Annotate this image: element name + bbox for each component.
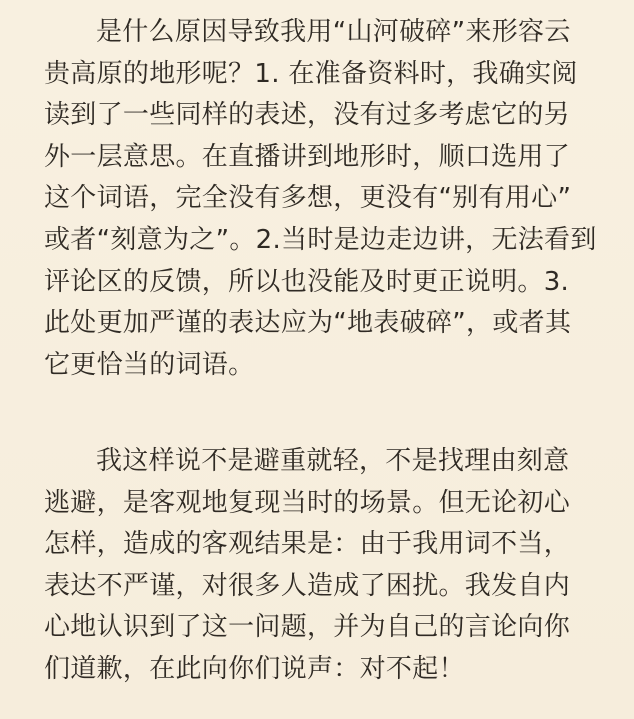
text-line: 这个词语，完全没有多想，更没有“别有用心”	[44, 183, 572, 214]
text-line: 们道歉，在此向你们说声：对不起！	[44, 653, 465, 684]
text-line: 逃避，是客观地复现当时的场景。但无论初心	[44, 487, 571, 518]
text-line: 或者“刻意为之”。2.当时是边走边讲，无法看到	[44, 224, 597, 255]
text-line: 评论区的反馈，所以也没能及时更正说明。3.	[44, 266, 570, 297]
text-line: 表达不严谨，对很多人造成了困扰。我发自内	[44, 570, 571, 601]
text-line: 贵高原的地形呢？1. 在准备资料时，我确实阅	[44, 58, 578, 89]
paragraph-2	[44, 448, 604, 698]
text-line: 我这样说不是避重就轻，不是找理由刻意	[96, 446, 570, 476]
text-line: 此处更加严谨的表达应为“地表破碎”，或者其	[44, 308, 572, 339]
text-line: 读到了一些同样的表述，没有过多考虑它的另	[44, 100, 571, 131]
text-line: 是什么原因导致我用“山河破碎”来形容云	[96, 17, 571, 47]
text-line: 怎样，造成的客观结果是：由于我用词不当，	[44, 529, 571, 560]
paragraph-1	[44, 19, 604, 393]
text-line: 外一层意思。在直播讲到地形时，顺口选用了	[44, 141, 571, 172]
text-line: 它更恰当的词语。	[44, 349, 255, 380]
text-line: 心地认识到了这一问题，并为自己的言论向你	[44, 612, 571, 643]
